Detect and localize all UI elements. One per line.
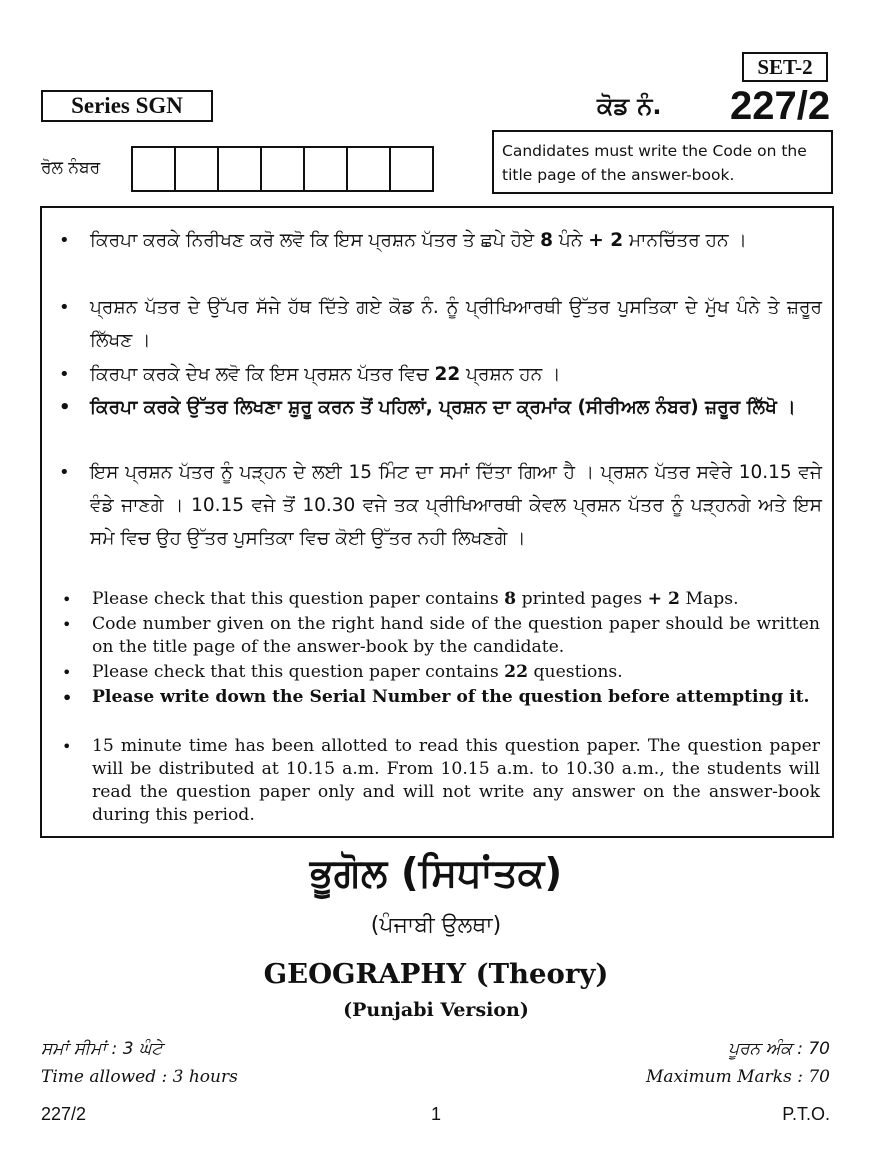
code-number: 227/2 xyxy=(730,84,831,128)
footer-code: 227/2 xyxy=(41,1104,87,1124)
instruction-en-3: • Please check that this question paper contains 22 questions. xyxy=(92,661,820,684)
time-allowed-english: Time allowed : 3 hours xyxy=(41,1067,238,1087)
instruction-pa-4: • ਕਿਰਪਾ ਕਰਕੇ ਉੱਤਰ ਲਿਖਣਾ ਸ਼ੁਰੂ ਕਰਨ ਤੋਂ ਪਹਿਲਾਂ, ਪ੍ਰਸ਼ਨ ਦਾ ਕ੍ਰਮਾਂਕ (ਸੀਰੀਅਲ ਨੰਬਰ) ਜ਼ਰੂਰ ਲਿੱਖੋ । xyxy=(90,391,822,424)
set-badge: SET-2 xyxy=(742,52,828,82)
roll-number-cell[interactable] xyxy=(219,148,262,190)
title-punjabi: ਭੂਗੋਲ (ਸਿਧਾਂਤਕ) xyxy=(309,851,563,896)
instruction-en-1: • Please check that this question paper contains 8 printed pages + 2 Maps. xyxy=(92,588,820,611)
title-english: GEOGRAPHY (Theory) xyxy=(263,958,609,990)
subtitle-punjabi: (ਪੰਜਾਬੀ ਉਲਥਾ) xyxy=(370,913,502,938)
max-marks-english: Maximum Marks : 70 xyxy=(645,1067,830,1087)
candidates-note: Candidates must write the Code on the title page of the answer-book. xyxy=(502,142,807,184)
instruction-en-2: • Code number given on the right hand side of the question paper should be written on the title page of the answer-book by the candidate. xyxy=(92,613,820,659)
roll-number-grid xyxy=(131,146,434,192)
roll-number-cell[interactable] xyxy=(133,148,176,190)
roll-number-label: ਰੋਲ ਨੰਬਰ xyxy=(41,158,101,178)
roll-number-cell[interactable] xyxy=(176,148,219,190)
instructions-box xyxy=(40,206,834,838)
roll-number-cell[interactable] xyxy=(348,148,391,190)
roll-number-cell[interactable] xyxy=(305,148,348,190)
page-number: 1 xyxy=(430,1104,441,1124)
subtitle-english: (Punjabi Version) xyxy=(343,999,529,1021)
code-label: ਕੋਡ ਨੰ. xyxy=(597,92,662,120)
series-badge: Series SGN xyxy=(41,90,213,122)
instruction-pa-5: • ਇਸ ਪ੍ਰਸ਼ਨ ਪੱਤਰ ਨੂੰ ਪੜ੍ਹਨ ਦੇ ਲਈ 15 ਮਿੰਟ ਦਾ ਸਮਾਂ ਦਿੱਤਾ ਗਿਆ ਹੈ । ਪ੍ਰਸ਼ਨ ਪੱਤਰ ਸਵੇਰੇ 10.15 ਵਜੇ ਵੰਡੇ ਜਾਣਗੇ । 10.15 ਵਜੇ ਤੋਂ 10.30 ਵਜੇ ਤਕ ਪ੍ਰੀਖਿਆਰਥੀ ਕੇਵਲ ਪ੍ਰਸ਼ਨ ਪੱਤਰ ਨੂੰ ਪੜ੍ਹਨਗੇ ਅਤੇ ਇਸ ਸਮੇ ਵਿਚ ਉਹ ਉੱਤਰ ਪੁਸਤਿਕਾ ਵਿਚ ਕੋਈ ਉੱਤਰ ਨਹੀ ਲਿਖਣਗੇ । xyxy=(90,456,822,555)
instruction-pa-1: • ਕਿਰਪਾ ਕਰਕੇ ਨਿਰੀਖਣ ਕਰੋ ਲਵੋ ਕਿ ਇਸ ਪ੍ਰਸ਼ਨ ਪੱਤਰ ਤੇ ਛਪੇ ਹੋਏ 8 ਪੰਨੇ + 2 ਮਾਨਚਿੱਤਰ ਹਨ । xyxy=(90,224,822,257)
instruction-en-5: • 15 minute time has been allotted to read this question paper. The question paper will be distributed at 10.15 a.m. From 10.15 a.m. to 10.30 a.m., the students will read the question paper only and will not write any answer on the answer-book during this period. xyxy=(92,735,820,827)
candidates-note-box xyxy=(492,130,833,194)
roll-number-cell[interactable] xyxy=(391,148,434,190)
pto-label: P.T.O. xyxy=(782,1104,830,1124)
max-marks-punjabi: ਪੂਰਨ ਅੰਕ : 70 xyxy=(728,1039,830,1059)
instruction-pa-2: • ਪ੍ਰਸ਼ਨ ਪੱਤਰ ਦੇ ਉੱਪਰ ਸੱਜੇ ਹੱਥ ਦਿੱਤੇ ਗਏ ਕੋਡ ਨੰ. ਨੂੰ ਪ੍ਰੀਖਿਆਰਥੀ ਉੱਤਰ ਪੁਸਤਿਕਾ ਦੇ ਮੁੱਖ ਪੰਨੇ ਤੇ ਜ਼ਰੂਰ ਲਿੱਖਣ । xyxy=(90,291,822,357)
instruction-en-4: • Please write down the Serial Number of the question before attempting it. xyxy=(92,686,820,709)
instruction-pa-3: • ਕਿਰਪਾ ਕਰਕੇ ਦੇਖ ਲਵੋ ਕਿ ਇਸ ਪ੍ਰਸ਼ਨ ਪੱਤਰ ਵਿਚ 22 ਪ੍ਰਸ਼ਨ ਹਨ । xyxy=(90,358,822,391)
time-allowed-punjabi: ਸਮਾਂ ਸੀਮਾਂ : 3 ਘੰਟੇ xyxy=(41,1039,163,1059)
roll-number-cell[interactable] xyxy=(262,148,305,190)
